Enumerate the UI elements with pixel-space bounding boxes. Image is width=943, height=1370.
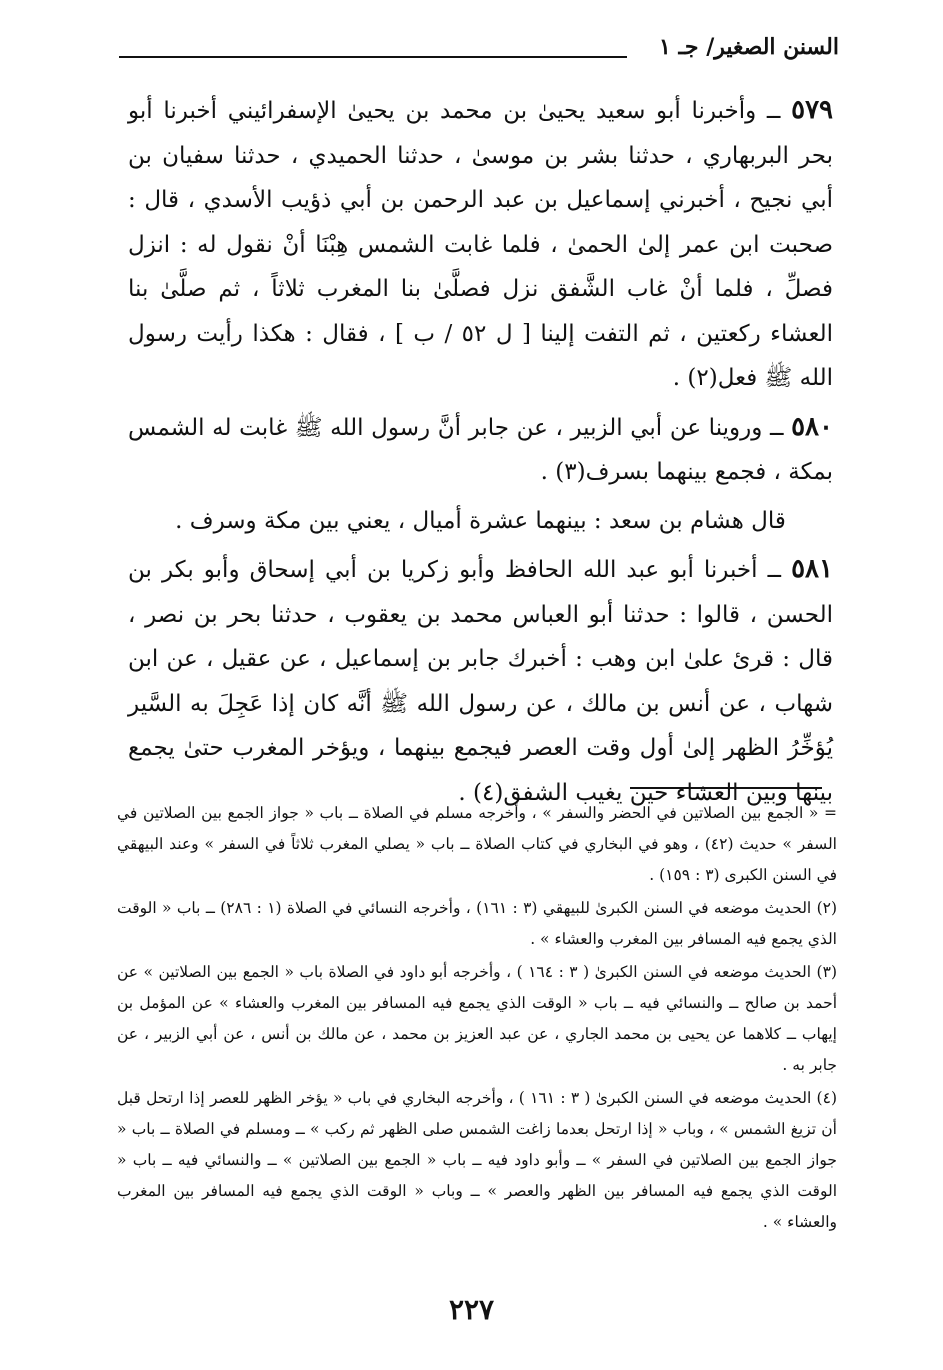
hadith-580 xyxy=(128,405,833,495)
header-rule xyxy=(119,56,627,58)
hadith-number: ٥٨٠ xyxy=(791,411,833,442)
footnotes xyxy=(117,798,837,1240)
narrator-comment: قال هشام بن سعد : بينهما عشرة أميال ، يعني بين مكة وسرف . xyxy=(175,507,786,534)
hadith-text: وروينا عن أبي الزبير ، عن جابر أنَّ رسول الله ﷺ غابت له الشمس بمكة ، فجمع بينهما بسرف(٣) . xyxy=(128,414,833,485)
hadith-text: وأخبرنا أبو سعيد يحيىٰ بن محمد بن يحيىٰ الإسفرائيني أخبرنا أبو بحر البربهاري ، حدثنا بشر بن موسىٰ ، حدثنا الحميدي ، حدثنا سفيان بن أبي نجيح ، أخبرني إسماعيل بن عبد الرحمن بن أبي ذؤيب الأسدي ، قال : صحبت ابن عمر إلىٰ الحمىٰ ، فلما غابت الشمس هِبْنَا أنْ نقول له : انزل فصلِّ ، فلما أنْ غاب الشَّفق نزل فصلَّىٰ بنا المغرب ثلاثاً ، ثم صلَّىٰ بنا العشاء ركعتين ، ثم التفت إلينا [ ل ٥٢ / ب ] ، فقال : هكذا رأيت رسول الله ﷺ فعل(٢) . xyxy=(128,98,833,391)
footnote-4: (٤) الحديث موضعه في السنن الكبرىٰ ( ٣ : ١٦١ ) ، وأخرجه البخاري في باب « يؤخر الظهر للعصر إذا ارتحل قبل أن تزيغ الشمس » ، وباب « إذا ارتحل بعدما زاغت الشمس صلى الظهر ثم ركب » ــ ومسلم في الصلاة ــ باب « جواز الجمع بين الصلاتين في السفر » ــ وأبو داود فيه ــ باب « الجمع بين الصلاتين » ــ والنسائي فيه ــ باب « الوقت الذي يجمع فيه المسافر بين الظهر والعصر » ــ وباب « الوقت الذي يجمع فيه المسافر بين المغرب والعشاء » . xyxy=(117,1089,837,1231)
hadith-number: ٥٧٩ xyxy=(791,95,834,125)
footnote-continuation: = « الجمع بين الصلاتين في الحضر والسفر » ، وأخرجه مسلم في الصلاة ــ باب « جواز الجمع بين الصلاتين في السفر » حديث (٤٢) ، وهو في البخاري في كتاب الصلاة ــ باب « يصلي المغرب ثلاثاً في السفر » وعند البيهقي في السنن الكبرى (٣ : ١٥٩) . xyxy=(117,804,837,884)
running-header xyxy=(119,34,839,70)
hadith-dash: ــ xyxy=(756,98,781,124)
hadith-number: ٥٨١ xyxy=(791,554,833,584)
main-text xyxy=(128,88,833,819)
running-header-title: السنن الصغير/ جـ ١ xyxy=(659,34,839,60)
footnote-separator xyxy=(630,787,822,789)
footnote-2: (٢) الحديث موضعه في السنن الكبرىٰ للبيهقي (٣ : ١٦١) ، وأخرجه النسائي في الصلاة (١ : ٢٨٦) ــ باب « الوقت الذي يجمع فيه المسافر بين المغرب والعشاء » . xyxy=(117,899,838,948)
page-number: ٢٢٧ xyxy=(448,1293,495,1326)
hadith-579 xyxy=(128,88,833,401)
hadith-text: أخبرنا أبو عبد الله الحافظ وأبو زكريا بن أبي إسحاق وأبو بكر بن الحسن ، قالوا : حدثنا أبو العباس محمد بن يعقوب ، حدثنا بحر بن نصر ، قال : قرئ علىٰ ابن وهب : أخبرك جابر بن إسماعيل ، عن عقيل ، عن ابن شهاب ، عن أنس بن مالك ، عن رسول الله ﷺ أنَّه كان إذا عَجِلَ به السَّير يُؤخِّرُ الظهر إلىٰ أول وقت العصر فيجمع بينهما ، ويؤخر المغرب حتىٰ يجمع بينها وبين العشاء حين يغيب الشفق(٤) . xyxy=(128,557,833,806)
footnote-3: (٣) الحديث موضعه في السنن الكبرىٰ ( ٣ : ١٦٤ ) ، وأخرجه أبو داود في الصلاة باب « الجمع بين الصلاتين » عن أحمد بن صالح ــ والنسائي فيه ــ باب « الوقت الذي يجمع فيه المسافر بين المغرب والعشاء » عن المؤمل بن إيهاب ــ كلاهما عن يحيى بن محمد الجاري ، عن عبد العزيز بن محمد ، عن مالك بن أنس ، عن أبي الزبير ، عن جابر به . xyxy=(117,963,837,1074)
hadith-dash: ــ xyxy=(762,414,784,441)
hadith-dash: ــ xyxy=(757,557,782,583)
hadith-581 xyxy=(128,547,833,815)
